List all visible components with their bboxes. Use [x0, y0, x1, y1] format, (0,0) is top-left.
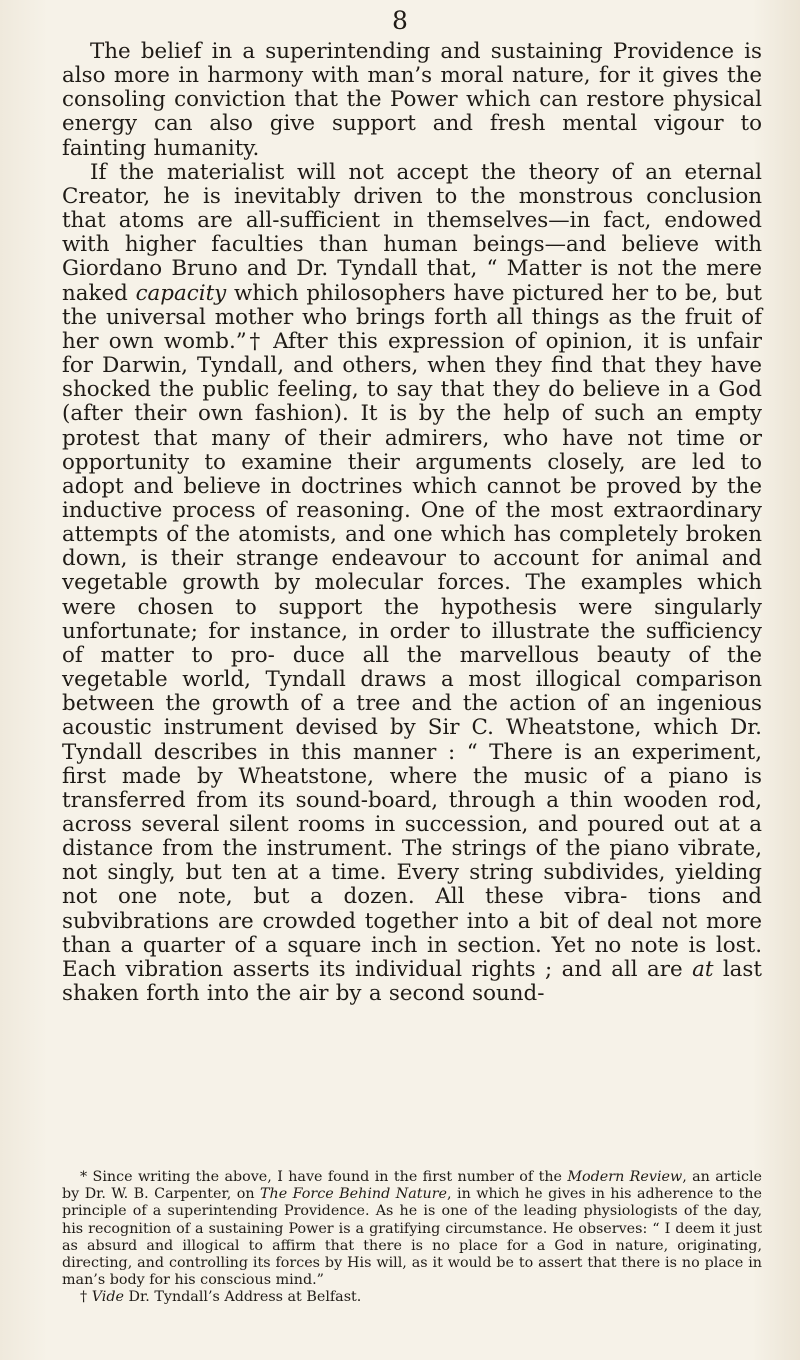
- main-text: [62, 40, 762, 1006]
- footnotes: [62, 1169, 762, 1307]
- footnote-tyndall-address: † Vide Dr. Tyndall’s Address at Belfast.: [80, 1289, 362, 1306]
- italic-text: The Force Behind Nature: [260, 1186, 448, 1203]
- italic-text: Vide: [91, 1289, 124, 1306]
- paragraph-materialist: If the materialist will not accept the theory of an eternal Creator, he is inevitably driven to the monstrous conclusion that atoms are all-sufficient in themselves—in fact, endowed with higher faculties than human beings—and believe with Giordano Bruno and Dr. Tyndall that, “ Matter is not the mere naked capacity which philosophers have pictured her to be, but the universal mother who brings forth all things as the fruit of her own womb.”† After this expression of opinion, it is unfair for Darwin, Tyndall, and others, when they find that they have shocked the public feeling, to say that they do believe in a God (after their own fashion). It is by the help of such an empty protest that many of their admirers, who have not time or opportunity to examine their arguments closely, are led to adopt and believe in doctrines which cannot be proved by the inductive process of reasoning. One of the most extraordinary attempts of the atomists, and one which has completely broken down, is their strange endeavour to account for animal and vegetable growth by molecular forces. The examples which were chosen to support the hypothesis were singularly unfortunate; for instance, in order to illustrate the sufficiency of matter to pro- duce all the marvellous beauty of the vegetable world, Tyndall draws a most illogical comparison between the growth of a tree and the action of an ingenious acoustic instrument devised by Sir C. Wheatstone, which Dr. Tyndall describes in this manner : “ There is an experiment, first made by Wheatstone, where the music of a piano is transferred from its sound-board, through a thin wooden rod, across several silent rooms in succession, and poured out at a distance from the instrument. The strings of the piano vibrate, not singly, but ten at a time. Every string subdivides, yielding not one note, but a dozen. All these vibra- tions and subvibrations are crowded together into a bit of deal not more than a quarter of a square inch in section. Yet no note is lost. Each vibration asserts its individual rights ; and all are at last shaken forth into the air by a second sound-: [62, 159, 762, 1007]
- page-number: 8: [392, 6, 408, 35]
- footnote-carpenter: * Since writing the above, I have found in the first number of the Modern Review, an article by Dr. W. B. Carpenter, on The Force Behind Nature, in which he gives in his adherence to the principle of a superintending Providence. As he is one of the leading physiologists of the day, his recognition of a sustaining Power is a gratifying circumstance. He observes: “ I deem it just as absurd and illogical to affirm that there is no place for a God in nature, originating, directing, and controlling its forces by His will, as it would be to assert that there is no place in man’s body for his conscious mind.”: [62, 1169, 762, 1289]
- paragraph-providence: The belief in a superintending and sustaining Providence is also more in harmony with man’s moral nature, for it gives the consoling conviction that the Power which can restore physical energy can also give support and fresh mental vigour to fainting humanity.: [62, 39, 762, 161]
- italic-text: Modern Review: [567, 1169, 683, 1185]
- italic-text: at: [692, 956, 714, 982]
- italic-text: capacity: [135, 280, 227, 306]
